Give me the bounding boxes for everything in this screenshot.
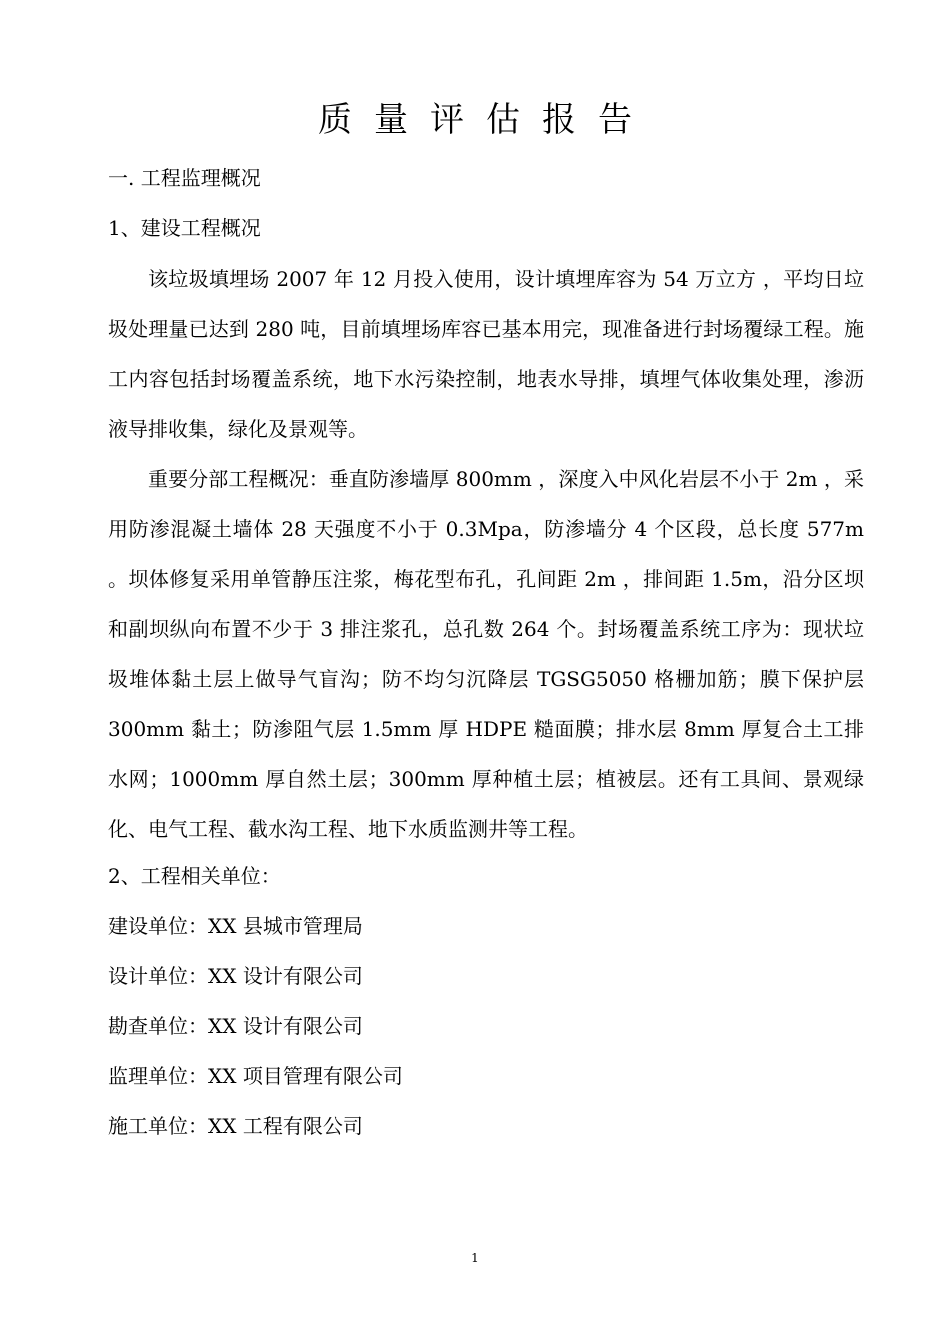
sub-works-paragraph: 重要分部工程概况：垂直防渗墙厚 800mm ，深度入中风化岩层不小于 2m ，采用防渗混凝土墙体 28 天强度不小于 0.3Mpa，防渗墙分 4 个区段，总长度 577m 。坝体修复采用单管静压注浆，梅花型布孔，孔间距 2m ，排间距 1.5m，沿分区坝和副坝纵向布置不少于 3 排注浆孔，总孔数 264 个。封场覆盖系统工序为：现状垃圾堆体黏土层上做导气盲沟；防不均匀沉降层 TGSG5050 格栅加筋；膜下保护层 300mm 黏土；防渗阻气层 1.5mm 厚 HDPE 糙面膜；排水层 8mm 厚复合土工排水网；1000mm 厚自然土层；300mm 厚种植土层；植被层。还有工具间、景观绿化、电气工程、截水沟工程、地下水质监测井等工程。 bbox=[108, 467, 864, 841]
page-title: 质量评估报告 bbox=[318, 100, 654, 140]
unit-supervision: 监理单位：XX 项目管理有限公司 bbox=[108, 1064, 403, 1088]
subsection-heading: 1、建设工程概况 bbox=[108, 216, 261, 240]
overview-paragraph: 该垃圾填埋场 2007 年 12 月投入使用，设计填埋库容为 54 万立方 ，平均日垃圾处理量已达到 280 吨，目前填埋场库容已基本用完，现准备进行封场覆绿工程。施工内容包括封场覆盖系统，地下水污染控制，地表水导排，填埋气体收集处理，渗沥液导排收集，绿化及景观等。 bbox=[108, 267, 864, 441]
unit-survey: 勘查单位：XX 设计有限公司 bbox=[108, 1014, 363, 1038]
unit-contractor: 施工单位：XX 工程有限公司 bbox=[108, 1114, 363, 1138]
page-number: 1 bbox=[471, 1251, 479, 1265]
unit-construction: 建设单位：XX 县城市管理局 bbox=[108, 914, 363, 938]
unit-design: 设计单位：XX 设计有限公司 bbox=[108, 964, 363, 988]
section-heading: 一. 工程监理概况 bbox=[108, 166, 261, 190]
subsection-heading: 2、工程相关单位： bbox=[108, 864, 281, 888]
